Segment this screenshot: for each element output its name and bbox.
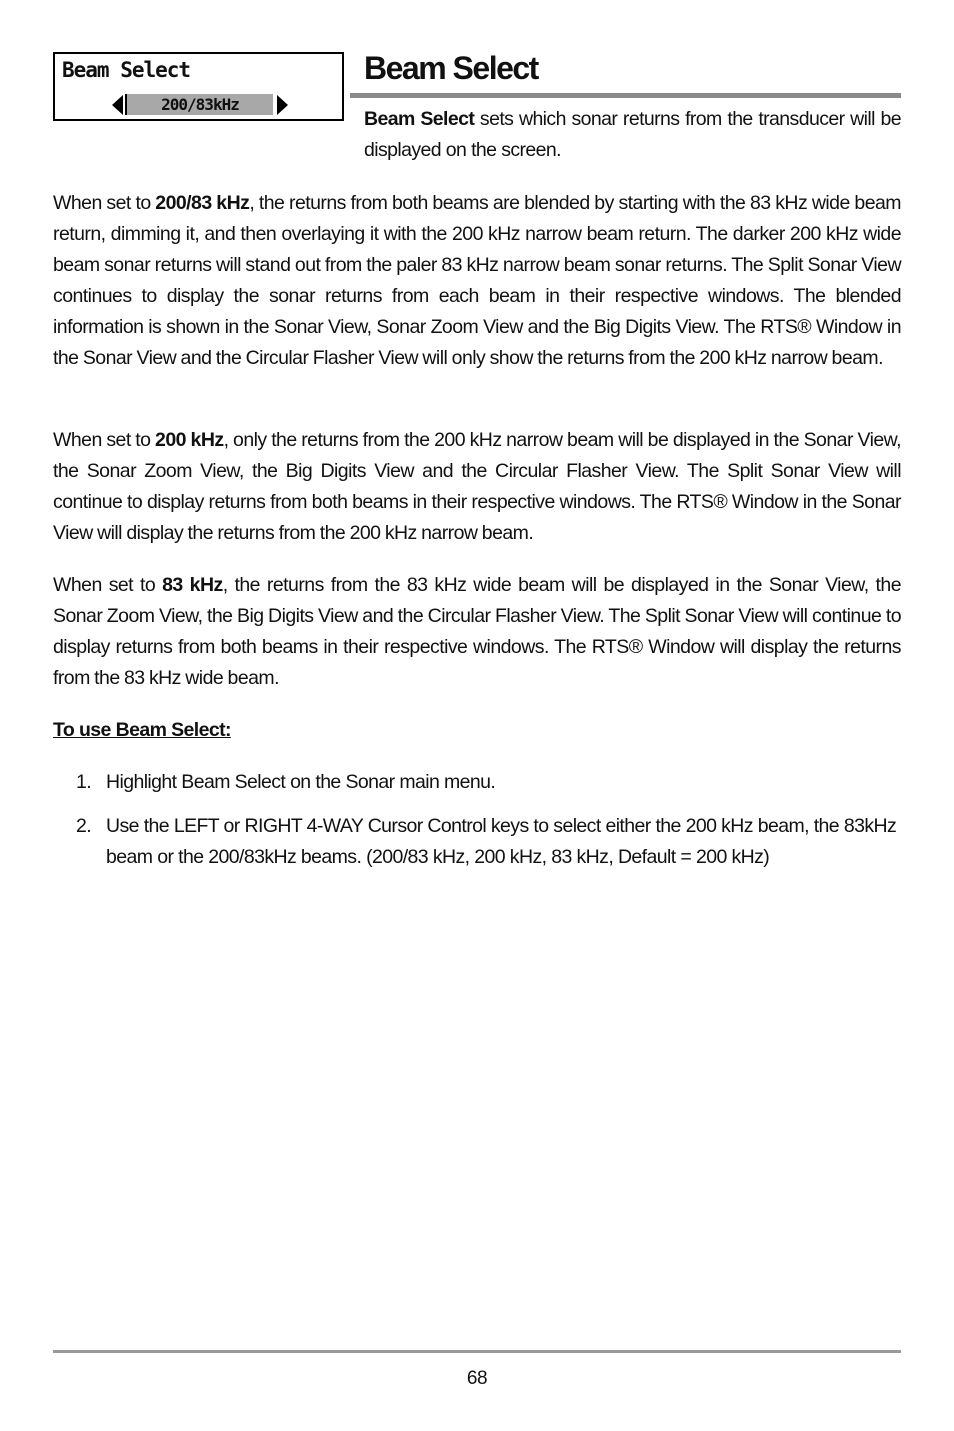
paragraph-prefix: When set to: [53, 429, 156, 451]
intro-text: sets which sonar returns from the transducer will be displayed on the screen.: [364, 108, 901, 161]
paragraph-prefix: When set to: [53, 574, 163, 596]
paragraph-200-83: [53, 188, 901, 374]
step-number: 2.: [76, 815, 92, 837]
paragraph-setting: 200/83 kHz: [155, 192, 250, 214]
procedure-steps: [76, 767, 906, 873]
step-number: 1.: [76, 771, 92, 793]
step-text: Highlight Beam Select on the Sonar main menu.: [106, 771, 496, 793]
paragraph-setting: 200 kHz: [155, 429, 224, 451]
menu-widget-value: 200/83kHz: [127, 94, 273, 115]
paragraph-200: [53, 425, 901, 549]
step-item: [76, 811, 906, 873]
section-title: Beam Select: [364, 50, 538, 86]
beam-select-menu-widget: [53, 52, 344, 121]
right-arrow-icon: [277, 95, 288, 115]
paragraph-setting: 83 kHz: [162, 574, 223, 596]
heading-rule: [350, 93, 901, 98]
left-arrow-icon: [112, 95, 123, 115]
menu-widget-title: Beam Select: [62, 58, 191, 82]
step-item: [76, 767, 906, 798]
paragraph-prefix: When set to: [53, 192, 156, 214]
step-text: Use the LEFT or RIGHT 4-WAY Cursor Control keys to select either the 200 kHz beam, the 83kHz beam or the 200/83kHz beams. (200/83 kHz, 200 kHz, 83 kHz, Default = 200 kHz): [106, 815, 897, 868]
paragraph-text: , the returns from both beams are blended by starting with the 83 kHz wide beam return, dimming it, and then overlaying it with the 200 kHz narrow beam return. The darker 200 kHz wide beam sonar returns will stand out from the paler 83 kHz narrow beam sonar returns. The Split Sonar View continues to display the sonar returns from each beam in their respective windows. The blended information is shown in the Sonar View, Sonar Zoom View and the Big Digits View. The RTS® Window in the Sonar View and the Circular Flasher View will only show the returns from the 200 kHz narrow beam.: [53, 192, 901, 369]
intro-bold-term: Beam Select: [364, 108, 475, 130]
intro-paragraph: [364, 104, 901, 166]
paragraph-text: , the returns from the 83 kHz wide beam will be displayed in the Sonar View, the Sonar Zoom View, the Big Digits View and the Circular Flasher View. The Split Sonar View will continue to display returns from both beams in their respective windows. The RTS® Window will display the returns from the 83 kHz wide beam.: [53, 574, 901, 689]
page-number: 68: [466, 1368, 488, 1389]
paragraph-text: , only the returns from the 200 kHz narrow beam will be displayed in the Sonar View, the Sonar Zoom View, the Big Digits View and the Circular Flasher View. The Split Sonar View will continue to display returns from both beams in their respective windows. The RTS® Window in the Sonar View will display the returns from the 200 kHz narrow beam.: [53, 429, 901, 544]
procedure-heading: To use Beam Select:: [53, 719, 231, 741]
footer-rule: [53, 1350, 901, 1353]
paragraph-83: [53, 570, 901, 694]
